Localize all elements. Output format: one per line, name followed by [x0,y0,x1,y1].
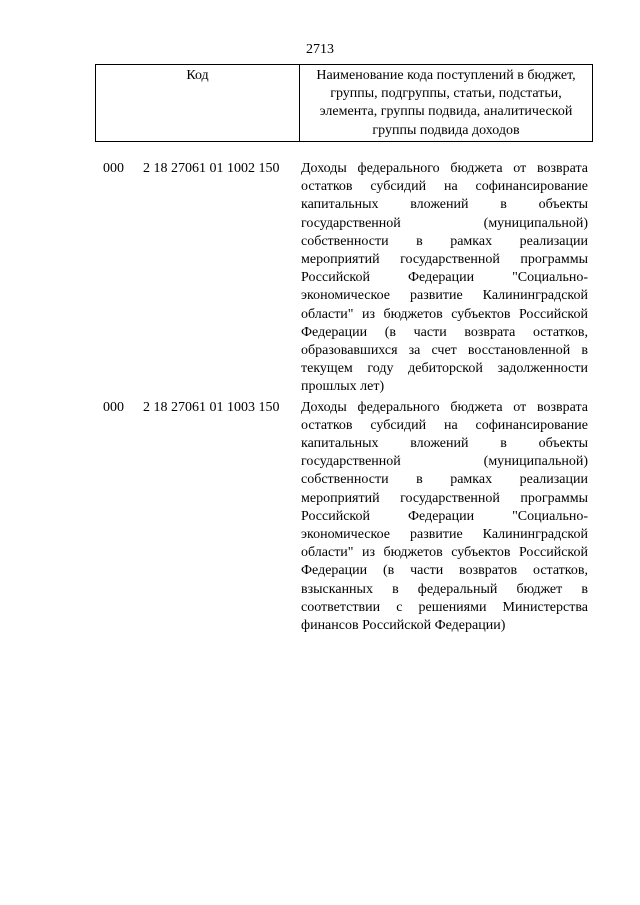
income-code: 2 18 27061 01 1003 150 [143,399,280,415]
table-header [95,64,593,142]
income-description: Доходы федерального бюджета от возврата остатков субсидий на софинансирование капитальных вложений в объекты государственной (муниципальной) собственности в рамках реализации мероприятий государственной программы Российской Федерации "Социально-экономическое развитие Калининградской области" из бюджетов субъектов Российской Федерации (в части возвратов остатков, взысканных в федеральный бюджет в соответствии с решениями Министерства финансов Российской Федерации) [301,399,588,634]
table-body [0,160,640,635]
table-row [0,399,640,636]
page-number: 2713 [306,42,334,57]
income-description: Доходы федерального бюджета от возврата остатков субсидий на софинансирование капитальных вложений в объекты государственной (муниципальной) собственности в рамках реализации мероприятий государственной программы Российской Федерации "Социально-экономическое развитие Калининградской области" из бюджетов субъектов Российской Федерации (в части возврата остатков, образовавшихся за счет восстановленной в текущем году дебиторской задолженности прошлых лет) [301,161,588,395]
table-row [0,160,640,397]
header-code-cell: Код [96,65,300,141]
admin-code: 000 [103,399,124,415]
header-name-cell: Наименование кода поступлений в бюджет, группы, подгруппы, статьи, подстатьи, элемента, группы подвида, аналитической группы подвида доходов [316,68,576,138]
income-code: 2 18 27061 01 1002 150 [143,161,280,176]
admin-code: 000 [103,161,124,176]
